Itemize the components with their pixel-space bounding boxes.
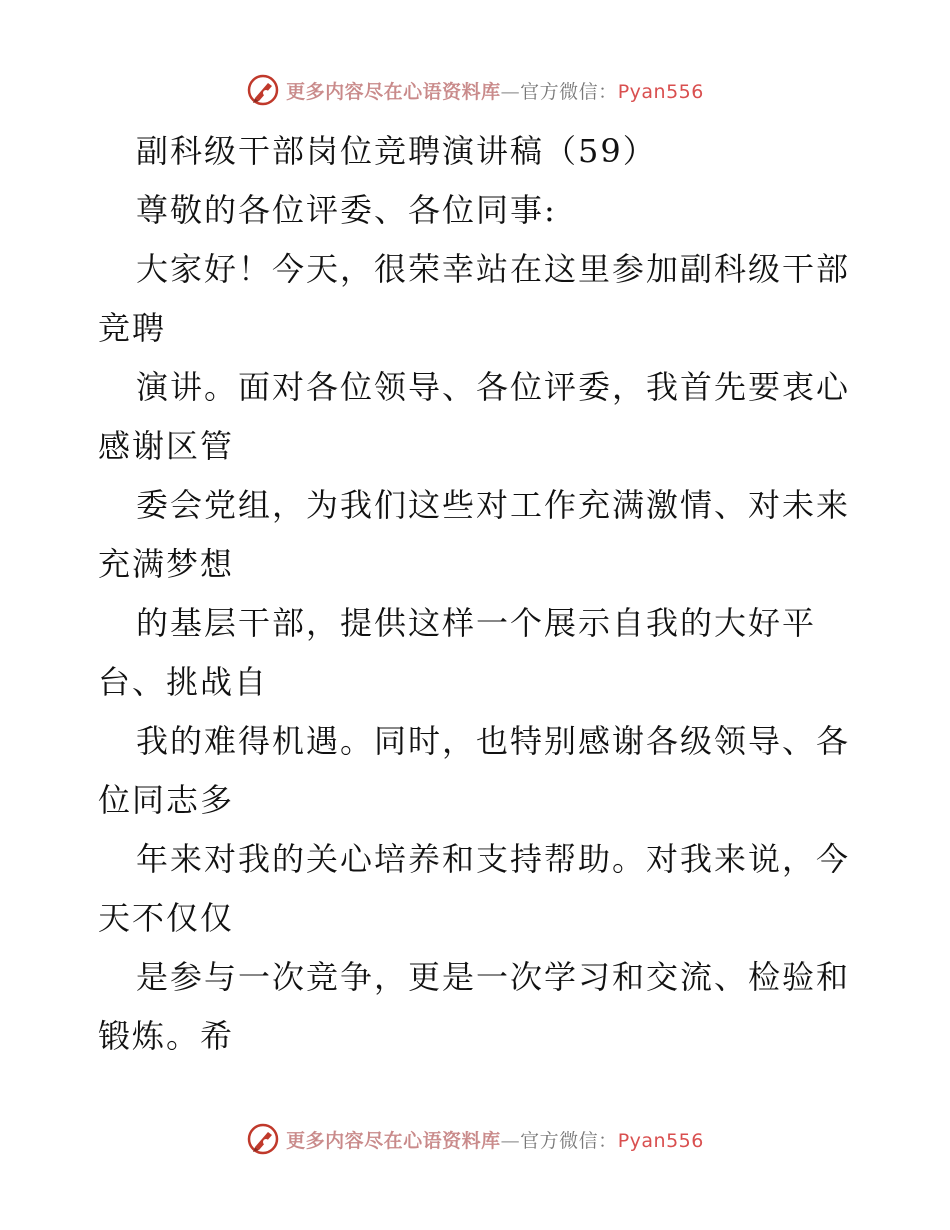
paragraph-line: 大家好！今天，很荣幸站在这里参加副科级干部 (136, 250, 851, 288)
paragraph-line: 台、挑战自 (98, 663, 269, 701)
header-banner (0, 68, 950, 112)
paragraph-line: 我的难得机遇。同时，也特别感谢各级领导、各 (136, 722, 851, 760)
banner-text (286, 1126, 704, 1153)
paragraph-line: 的基层干部，提供这样一个展示自我的大好平 (136, 604, 817, 642)
paragraph-line: 充满梦想 (98, 545, 235, 583)
pen-logo-icon (246, 1122, 280, 1156)
paragraph-line: 是参与一次竞争，更是一次学习和交流、检验和 (136, 958, 851, 996)
pen-logo-icon (246, 73, 280, 107)
document-body (98, 122, 858, 1066)
paragraph-line: 委会党组，为我们这些对工作充满激情、对未来 (136, 486, 851, 524)
banner-text (286, 77, 704, 104)
paragraph-line: 感谢区管 (98, 427, 235, 465)
banner-dash: — (500, 1129, 521, 1152)
paragraph-line: 年来对我的关心培养和支持帮助。对我来说，今 (136, 840, 851, 878)
paragraph-line: 演讲。面对各位领导、各位评委，我首先要衷心 (136, 368, 851, 406)
banner-label: 官方微信： (520, 1129, 618, 1152)
banner-wechat-id: Pyan556 (617, 1129, 704, 1152)
paragraph-line: 竞聘 (98, 309, 167, 347)
banner-dash: — (500, 80, 521, 103)
paragraph-line: 位同志多 (98, 781, 235, 819)
paragraph-line: 锻炼。希 (98, 1017, 235, 1055)
paragraph-line: 天不仅仅 (98, 899, 235, 937)
banner-main: 更多内容尽在心语资料库 (286, 1129, 501, 1152)
salutation: 尊敬的各位评委、各位同事: (136, 191, 557, 229)
document-title: 副科级干部岗位竞聘演讲稿（59） (136, 132, 657, 170)
banner-wechat-id: Pyan556 (617, 80, 704, 103)
banner-label: 官方微信： (520, 80, 618, 103)
banner-main: 更多内容尽在心语资料库 (286, 80, 501, 103)
footer-banner (0, 1117, 950, 1161)
